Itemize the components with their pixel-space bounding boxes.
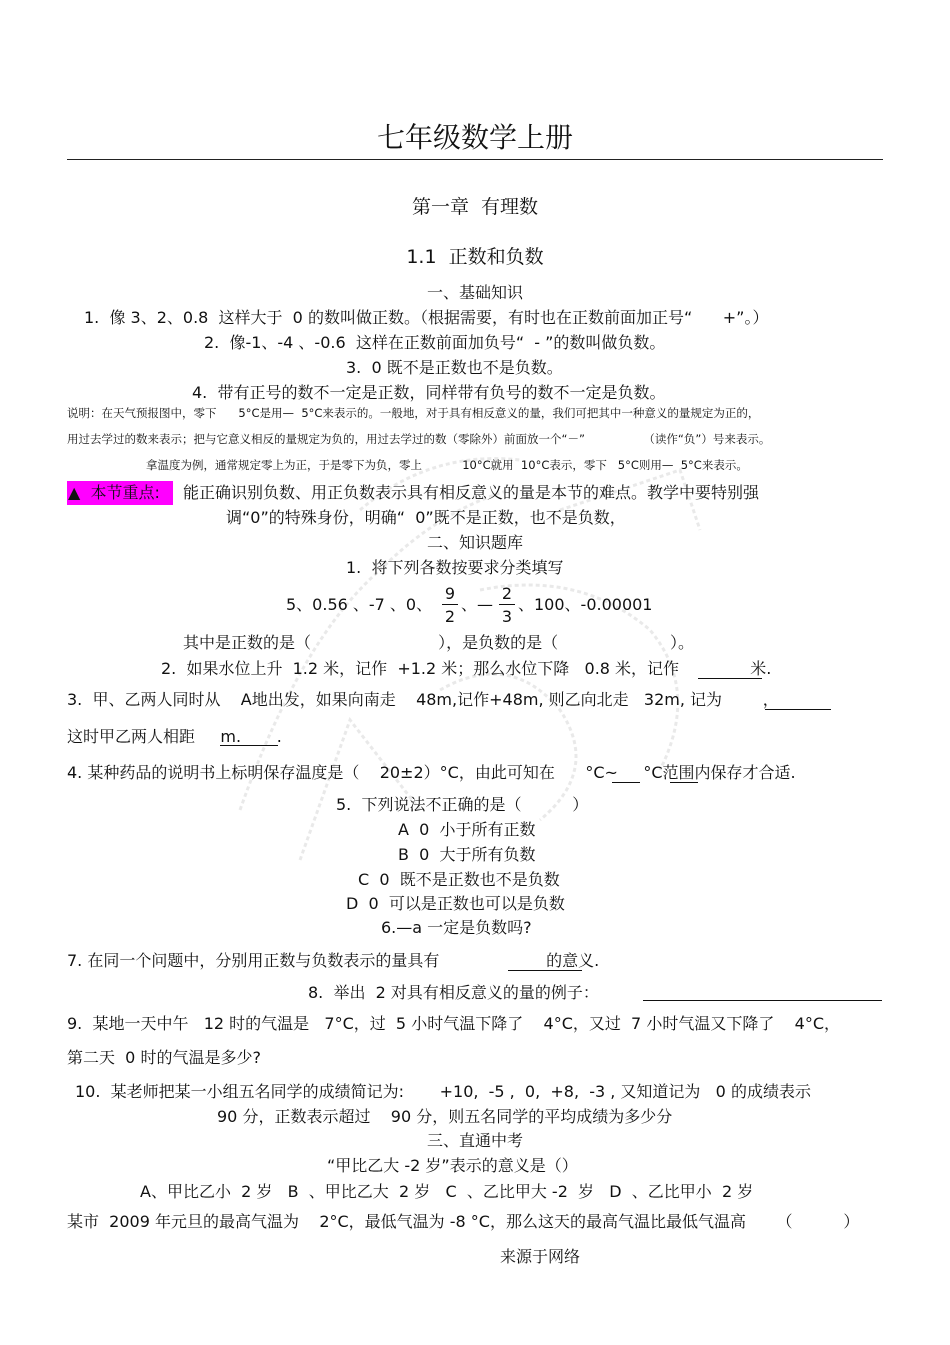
footer-source: 来源于网络: [500, 1247, 581, 1266]
part2-heading: 二、知识题库: [426, 533, 523, 552]
note-line-2: 用过去学过的数来表示；把与它意义相反的量规定为负的，用过去学过的数（零除外）前面放一个“－” （读作“负”）号来表示。: [67, 432, 771, 446]
q1-fraction-2-numerator: 2: [501, 584, 513, 603]
key-point-label: ▲ 本节重点:: [68, 483, 160, 502]
basic-item-3: 3. 0 既不是正数也不是负数。: [346, 358, 563, 377]
q5-option-a: A 0 小于所有正数: [398, 820, 536, 839]
question-10-line-1: 10. 某老师把某一小组五名同学的成绩简记为: +10, -5 , 0, +8, -3 , 又知道记为 0 的成绩表示: [75, 1082, 811, 1101]
q5-option-d: D 0 可以是正数也可以是负数: [346, 894, 565, 913]
question-10-line-2: 90 分，正数表示超过 90 分，则五名同学的平均成绩为多少分: [217, 1107, 673, 1126]
q1-fraction-1-bar: [442, 604, 458, 605]
document-title: 七年级数学上册: [376, 121, 573, 154]
q3-blank-2: [220, 745, 278, 746]
question-1: 1. 将下列各数按要求分类填写: [346, 558, 564, 577]
q1-numbers-b: 、100、-0.00001: [518, 595, 653, 614]
basic-item-1: 1. 像 3、2、0.8 这样大于 0 的数叫做正数。（根据需要，有时也在正数前面加正号“ +”。）: [84, 308, 769, 327]
q1-fill-line: 其中是正数的是（ ），是负数的是（ ）。: [183, 633, 695, 652]
key-point-line-2: 调“0”的特殊身份，明确“ 0”既不是正数，也不是负数，: [226, 508, 626, 527]
q5-option-b: B 0 大于所有负数: [398, 845, 536, 864]
q4-blank-1: [612, 782, 640, 783]
q8-blank: [643, 1000, 882, 1001]
q1-fraction-2-denominator: 3: [501, 607, 513, 626]
part1-heading: 一、基础知识: [426, 283, 523, 302]
title-divider: [67, 159, 883, 160]
q3-blank-1: [765, 709, 831, 710]
exam-question-1: “甲比乙大 -2 岁”表示的意义是（）: [327, 1156, 578, 1175]
note-line-1: 说明：在天气预报图中，零下 5°C是用— 5°C来表示的。一般地，对于具有相反意义的量，我们可把其中一种意义的量规定为正的，: [67, 406, 760, 420]
note-line-3: 拿温度为例，通常规定零上为正，于是零下为负，零上 10°C就用 10°C表示，零下 5°C则用— 5°C来表示。: [146, 458, 748, 472]
basic-item-2: 2. 像-1、-4 、-0.6 这样在正数前面加负号“ - ”的数叫做负数。: [204, 333, 666, 352]
question-9-line-1: 9. 某地一天中午 12 时的气温是 7°C，过 5 小时气温下降了 4°C，又过 7 小时气温又下降了 4°C，: [67, 1014, 841, 1033]
question-4: 4. 某种药品的说明书上标明保存温度是（ 20±2）°C，由此可知在 °C~ °C范围内保存才合适.: [67, 763, 796, 782]
q1-numbers-a: 5、0.56 、-7 、0、: [286, 595, 433, 614]
q1-fraction-1-numerator: 9: [444, 584, 456, 603]
q2-blank: [698, 678, 762, 679]
part3-heading: 三、直通中考: [426, 1131, 523, 1150]
question-5: 5. 下列说法不正确的是（ ）: [336, 795, 589, 814]
question-6: 6.—a 一定是负数吗?: [381, 918, 532, 937]
question-3-line-2: 这时甲乙两人相距 m. .: [67, 727, 282, 746]
q4-blank-2: [670, 782, 698, 783]
exam-question-1-options: A、甲比乙小 2 岁 B 、甲比乙大 2 岁 C 、乙比甲大 -2 岁 D 、乙比甲小 2 岁: [140, 1182, 754, 1201]
basic-item-4: 4. 带有正号的数不一定是正数，同样带有负号的数不一定是负数。: [192, 383, 666, 402]
question-7: 7. 在同一个问题中，分别用正数与负数表示的量具有 的意义.: [67, 951, 600, 970]
q1-fraction-1-denominator: 2: [444, 607, 456, 626]
q1-separator: 、—: [461, 595, 494, 614]
exam-question-2: 某市 2009 年元旦的最高气温为 2°C，最低气温为 -8 °C，那么这天的最高气温比最低气温高 （ ）: [67, 1212, 860, 1231]
section-heading: 1.1 正数和负数: [406, 246, 544, 268]
question-9-line-2: 第二天 0 时的气温是多少?: [67, 1048, 261, 1067]
question-8: 8. 举出 2 对具有相反意义的量的例子：: [308, 983, 599, 1002]
q5-option-c: C 0 既不是正数也不是负数: [358, 870, 560, 889]
question-3-line-1: 3. 甲、乙两人同时从 A地出发，如果向南走 48m,记作+48m, 则乙向北走 32m, 记为 ，: [67, 690, 779, 709]
q1-fraction-2-bar: [499, 604, 515, 605]
chapter-heading: 第一章 有理数: [411, 196, 539, 218]
question-2: 2. 如果水位上升 1.2 米，记作 +1.2 米；那么水位下降 0.8 米，记作 米.: [161, 659, 772, 678]
key-point-line-1: 能正确识别负数、用正负数表示具有相反意义的量是本节的难点。教学中要特别强: [183, 483, 760, 502]
q7-blank: [508, 970, 582, 971]
